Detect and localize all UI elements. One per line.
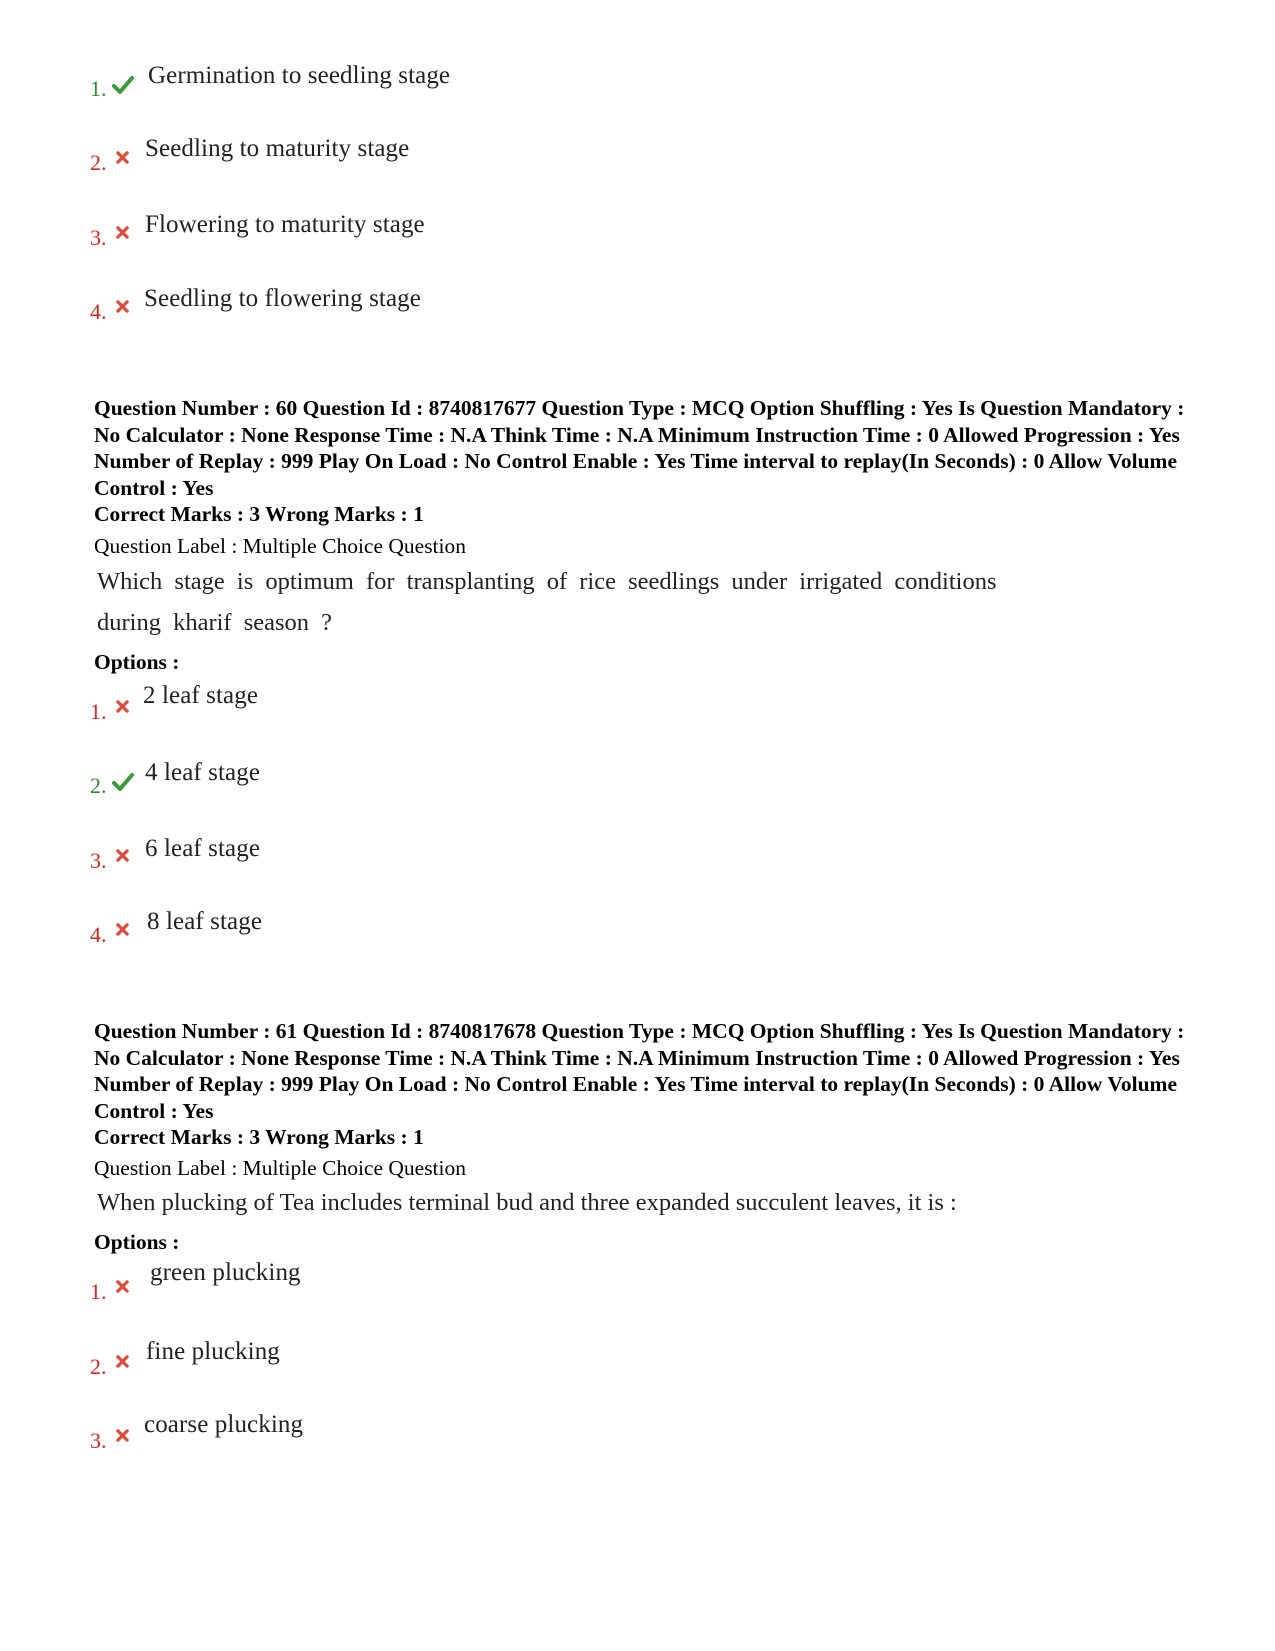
option-text: 6 leaf stage — [145, 835, 261, 862]
option-text: Seedling to maturity stage — [145, 135, 410, 162]
option-number: 1. — [90, 699, 107, 724]
question-text — [97, 561, 1047, 643]
option-number: 3. — [90, 1428, 107, 1453]
option-text: 2 leaf stage — [143, 682, 259, 709]
question-text-line: during kharif season ? — [97, 609, 333, 636]
cross-icon — [114, 1278, 131, 1295]
option-number: 1. — [90, 1279, 107, 1304]
option-text: 4 leaf stage — [145, 759, 261, 786]
option-text: Flowering to maturity stage — [145, 211, 425, 238]
option-text: Germination to seedling stage — [148, 62, 451, 89]
options-header: Options : — [94, 650, 180, 674]
question-label: Question Label : Multiple Choice Question — [94, 1156, 467, 1180]
option-number: 2. — [90, 150, 107, 175]
cross-icon — [114, 149, 131, 166]
option-number: 3. — [90, 225, 107, 250]
cross-icon — [114, 1427, 131, 1444]
option-number: 3. — [90, 848, 107, 873]
cross-icon — [114, 921, 131, 938]
option-text: coarse plucking — [144, 1411, 304, 1438]
option-text: 8 leaf stage — [147, 908, 263, 935]
option-number: 2. — [90, 1354, 107, 1379]
question-marks: Correct Marks : 3 Wrong Marks : 1 — [94, 502, 424, 526]
option-number: 1. — [90, 76, 107, 101]
question-text-line: Which stage is optimum for transplanting of rice seedlings under irrigated conditions — [97, 568, 997, 595]
option-text: Seedling to flowering stage — [144, 285, 421, 312]
question-marks: Correct Marks : 3 Wrong Marks : 1 — [94, 1125, 424, 1149]
option-text: fine plucking — [146, 1338, 280, 1365]
question-text: When plucking of Tea includes terminal bud and three expanded succulent leaves, it is : — [97, 1189, 957, 1216]
check-icon — [112, 771, 134, 793]
cross-icon — [114, 698, 131, 715]
option-number: 4. — [90, 922, 107, 947]
cross-icon — [114, 298, 131, 315]
option-number: 2. — [90, 773, 107, 798]
option-number: 4. — [90, 299, 107, 324]
question-meta: Question Number : 60 Question Id : 8740817677 Question Type : MCQ Option Shuffling : Yes Is Question Mandatory : No Calculator : None Response Time : N.A Think Time : N.A Minimum Instruction Time : 0 Allowed Progression : Yes Number of Replay : 999 Play On Load : No Control Enable : Yes Time interval to replay(In Seconds) : 0 Allow Volume Control : Yes — [94, 396, 1185, 500]
options-header: Options : — [94, 1230, 180, 1254]
cross-icon — [114, 1353, 131, 1370]
option-text: green plucking — [150, 1259, 301, 1286]
cross-icon — [114, 224, 131, 241]
question-meta: Question Number : 61 Question Id : 8740817678 Question Type : MCQ Option Shuffling : Yes Is Question Mandatory : No Calculator : None Response Time : N.A Think Time : N.A Minimum Instruction Time : 0 Allowed Progression : Yes Number of Replay : 999 Play On Load : No Control Enable : Yes Time interval to replay(In Seconds) : 0 Allow Volume Control : Yes — [94, 1019, 1185, 1123]
check-icon — [112, 74, 134, 96]
cross-icon — [114, 847, 131, 864]
question-label: Question Label : Multiple Choice Question — [94, 534, 467, 558]
